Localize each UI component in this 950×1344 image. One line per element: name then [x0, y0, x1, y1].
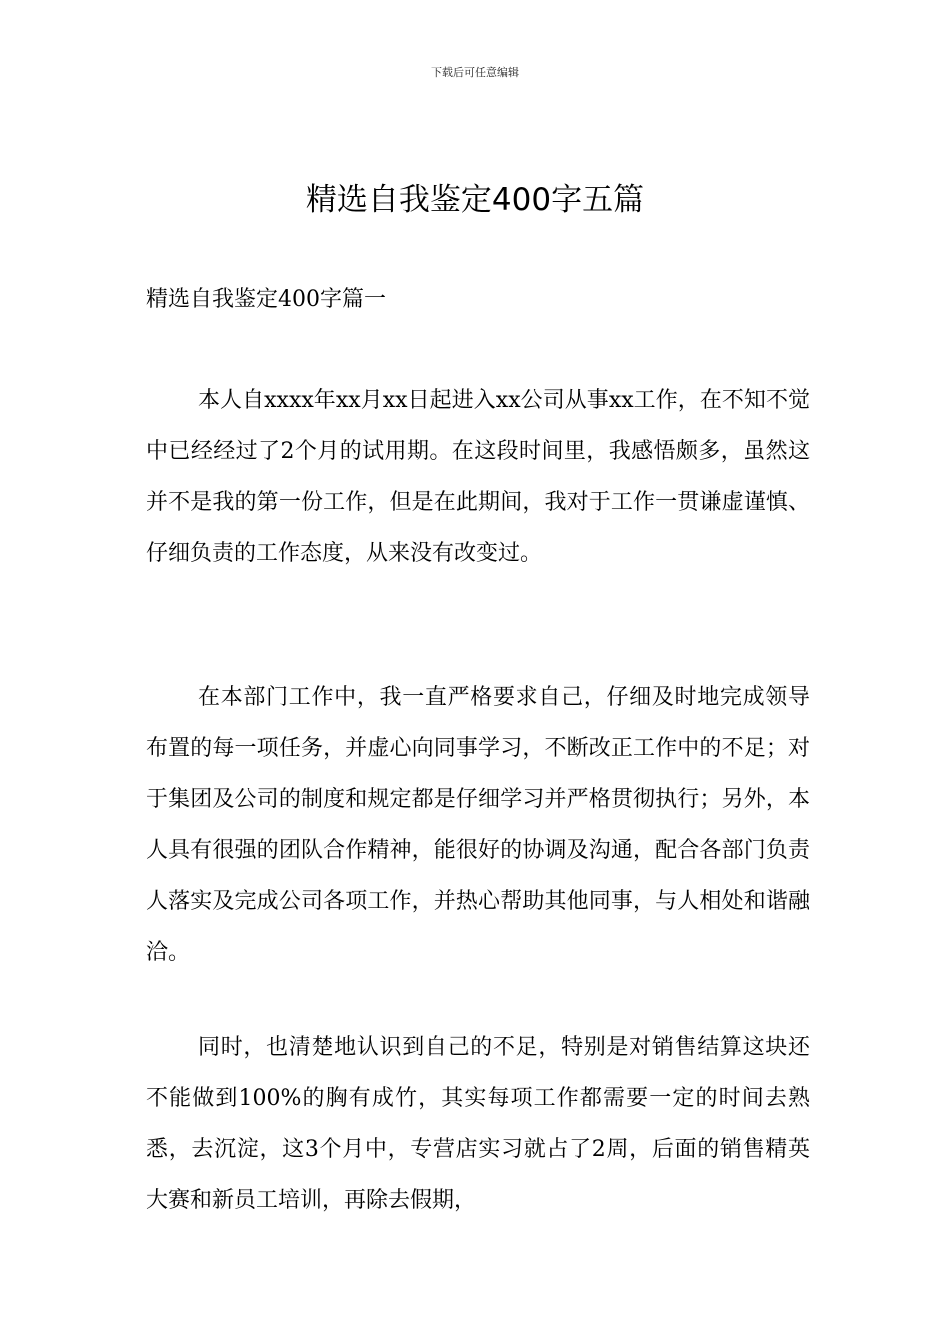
paragraph-1: 本人自xxxx年xx月xx日起进入xx公司从事xx工作，在不知不觉中已经经过了2个月的试用期。在这段时间里，我感悟颇多，虽然这并不是我的第一份工作，但是在此期间，我对于工作一贯谦虚谨慎、仔细负责的工作态度，从来没有改变过。 — [146, 388, 810, 566]
document-title: 精选自我鉴定400字五篇 — [305, 182, 645, 218]
section-heading: 精选自我鉴定400字篇一 — [146, 287, 386, 312]
header-note: 下载后可任意编辑 — [431, 66, 519, 79]
paragraph-3: 同时，也清楚地认识到自己的不足，特别是对销售结算这块还不能做到100%的胸有成竹，其实每项工作都需要一定的时间去熟悉，去沉淀，这3个月中，专营店实习就占了2周，后面的销售精英大赛和新员工培训，再除去假期， — [146, 1035, 810, 1213]
paragraph-2: 在本部门工作中，我一直严格要求自己，仔细及时地完成领导布置的每一项任务，并虚心向同事学习，不断改正工作中的不足；对于集团及公司的制度和规定都是仔细学习并严格贯彻执行；另外，本人具有很强的团队合作精神，能很好的协调及沟通，配合各部门负责人落实及完成公司各项工作，并热心帮助其他同事，与人相处和谐融洽。 — [146, 685, 810, 965]
